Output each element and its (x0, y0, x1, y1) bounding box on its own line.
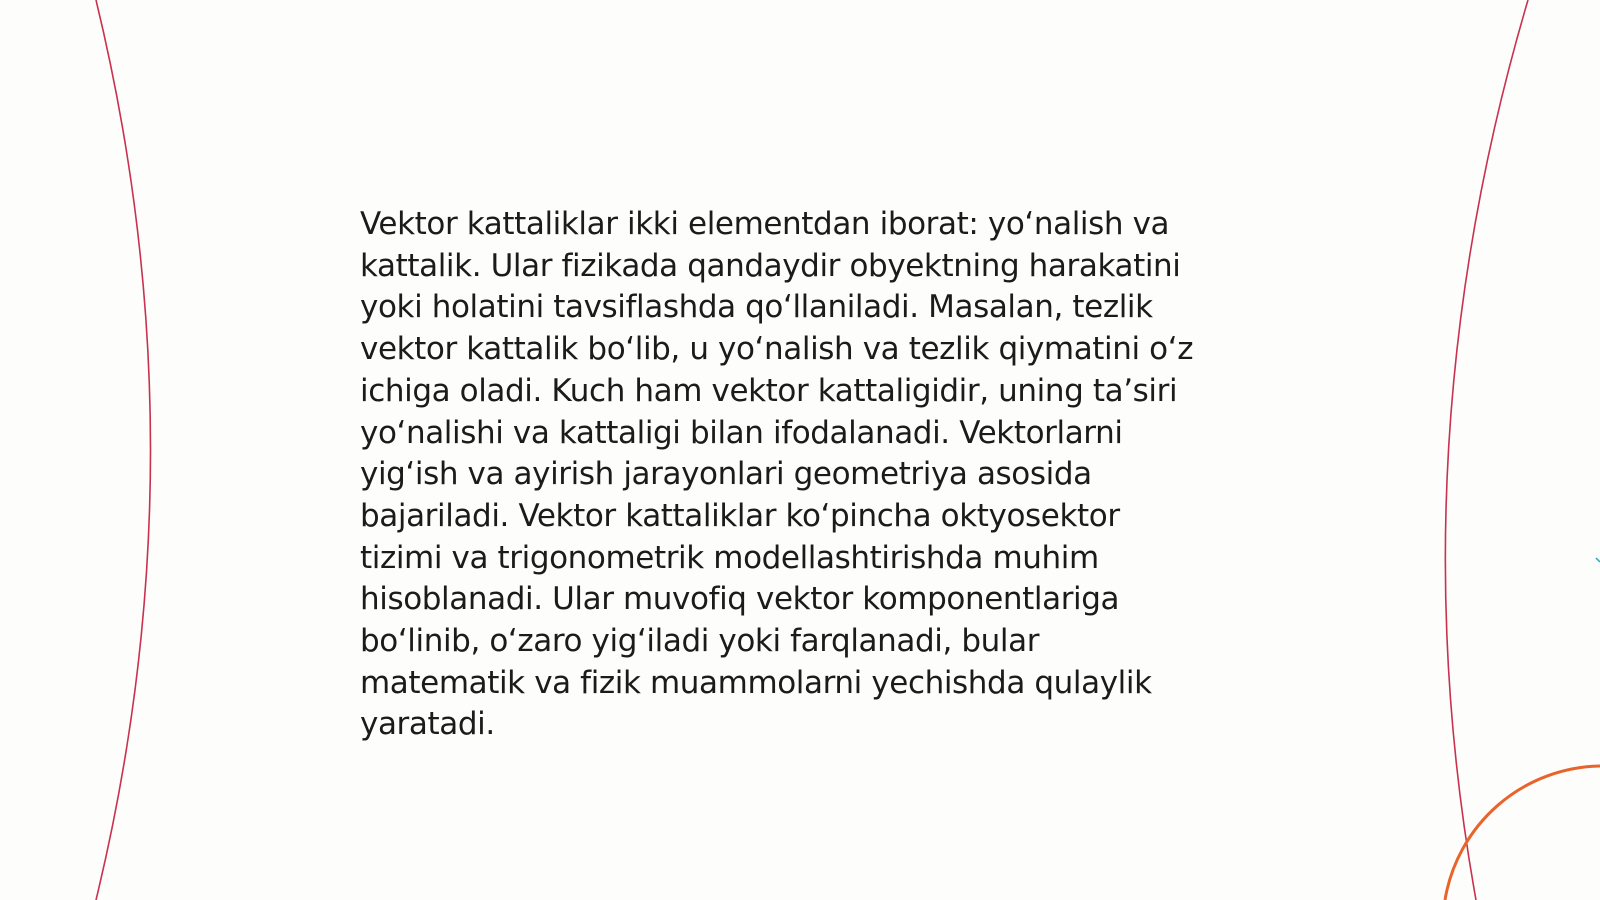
slide-body-text: Vektor kattaliklar ikki elementdan iborat: yo‘nalish va kattalik. Ular fizikada qandaydir obyektning harakatini yoki holatini tavsiflashda qo‘llaniladi. Masalan, tezlik vektor kattalik bo‘lib, u yo‘nalish va tezlik qiymatini o‘z ichiga oladi. Kuch ham vektor kattaligidir, uning ta’siri yo‘nalishi va kattaligi bilan ifodalanadi. Vektorlarni yig‘ish va ayirish jarayonlari geometriya asosida bajariladi. Vektor kattaliklar ko‘pincha oktyosektor tizimi va trigonometrik modellashtirishda muhim hisoblanadi. Ular muvofiq vektor komponentlariga bo‘linib, o‘zaro yig‘iladi yoki farqlanadi, bular matematik va fizik muammolarni yechishda qulaylik yaratadi. (360, 206, 1194, 743)
right-curve-decoration (1445, 0, 1528, 900)
left-curve-decoration (96, 0, 151, 900)
teal-tick-decoration (1596, 558, 1600, 562)
orange-arc-decoration (1445, 766, 1600, 900)
